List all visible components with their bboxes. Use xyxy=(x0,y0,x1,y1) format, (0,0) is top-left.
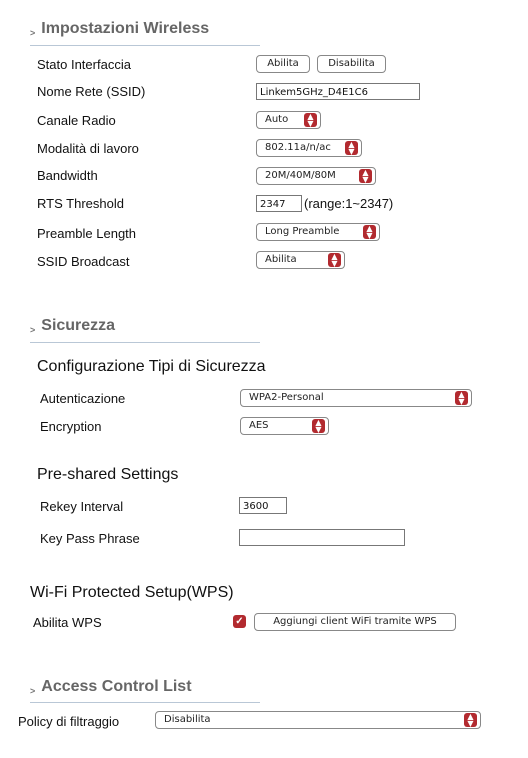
section-divider xyxy=(30,45,260,46)
rts-label: RTS Threshold xyxy=(37,196,124,211)
preamble-label: Preamble Length xyxy=(37,226,137,241)
ssid-input[interactable]: Linkem5GHz_D4E1C6 xyxy=(256,83,420,100)
auth-label: Autenticazione xyxy=(40,391,126,406)
rekey-label: Rekey Interval xyxy=(40,499,124,514)
modalita-value: 802.11a/n/ac xyxy=(265,142,331,153)
chevron-right-icon: > xyxy=(30,28,36,38)
canale-value: Auto xyxy=(265,114,289,125)
stato-label: Stato Interfaccia xyxy=(37,57,131,72)
up-down-caret-icon: ▲ ▼ xyxy=(345,141,358,155)
encryption-value: AES xyxy=(249,420,269,431)
up-down-caret-icon: ▲ ▼ xyxy=(363,225,376,239)
modalita-select[interactable] xyxy=(256,139,362,157)
preamble-select[interactable] xyxy=(256,223,380,241)
psk-title: Pre-shared Settings xyxy=(37,466,179,483)
rts-range-text: (range:1~2347) xyxy=(304,196,394,211)
broadcast-value: Abilita xyxy=(265,254,297,265)
canale-select[interactable] xyxy=(256,111,321,129)
up-down-caret-icon: ▲ ▼ xyxy=(359,169,372,183)
encryption-select[interactable] xyxy=(240,417,329,435)
broadcast-label: SSID Broadcast xyxy=(37,254,130,269)
bandwidth-value: 20M/40M/80M xyxy=(265,170,336,181)
up-down-caret-icon: ▲ ▼ xyxy=(455,391,468,405)
canale-label: Canale Radio xyxy=(37,113,116,128)
abilita-button[interactable]: Abilita xyxy=(256,55,310,73)
section-title-wireless: > Impostazioni Wireless xyxy=(30,20,210,38)
rts-input[interactable]: 2347 xyxy=(256,195,302,212)
ssid-label: Nome Rete (SSID) xyxy=(37,84,146,99)
up-down-caret-icon: ▲ ▼ xyxy=(464,713,477,727)
up-down-caret-icon: ▲ ▼ xyxy=(304,113,317,127)
up-down-caret-icon: ▲ ▼ xyxy=(328,253,341,267)
preamble-value: Long Preamble xyxy=(265,226,340,237)
auth-value: WPA2-Personal xyxy=(249,392,324,403)
pass-input[interactable] xyxy=(239,529,405,546)
encryption-label: Encryption xyxy=(40,419,102,434)
pass-label: Key Pass Phrase xyxy=(40,531,140,546)
bandwidth-label: Bandwidth xyxy=(37,168,98,183)
auth-select[interactable] xyxy=(240,389,472,407)
policy-label: Policy di filtraggio xyxy=(18,714,120,729)
disabilita-button[interactable]: Disabilita xyxy=(317,55,386,73)
security-config-title: Configurazione Tipi di Sicurezza xyxy=(37,358,266,375)
wps-title: Wi-Fi Protected Setup(WPS) xyxy=(30,584,234,601)
chevron-right-icon: > xyxy=(30,325,36,335)
up-down-caret-icon: ▲ ▼ xyxy=(312,419,325,433)
wps-enable-checkbox[interactable] xyxy=(233,615,246,628)
broadcast-select[interactable] xyxy=(256,251,345,269)
add-wps-client-button[interactable]: Aggiungi client WiFi tramite WPS xyxy=(254,613,456,631)
chevron-right-icon: > xyxy=(30,686,36,696)
policy-select[interactable] xyxy=(155,711,481,729)
modalita-label: Modalità di lavoro xyxy=(37,141,139,156)
wps-enable-label: Abilita WPS xyxy=(33,615,102,630)
checkmark-icon: ✓ xyxy=(235,616,244,627)
section-divider xyxy=(30,702,260,703)
rekey-input[interactable]: 3600 xyxy=(239,497,287,514)
policy-value: Disabilita xyxy=(164,714,211,725)
section-title-acl: > Access Control List xyxy=(30,678,192,696)
bandwidth-select[interactable] xyxy=(256,167,376,185)
section-divider xyxy=(30,342,260,343)
section-title-security: > Sicurezza xyxy=(30,317,116,335)
